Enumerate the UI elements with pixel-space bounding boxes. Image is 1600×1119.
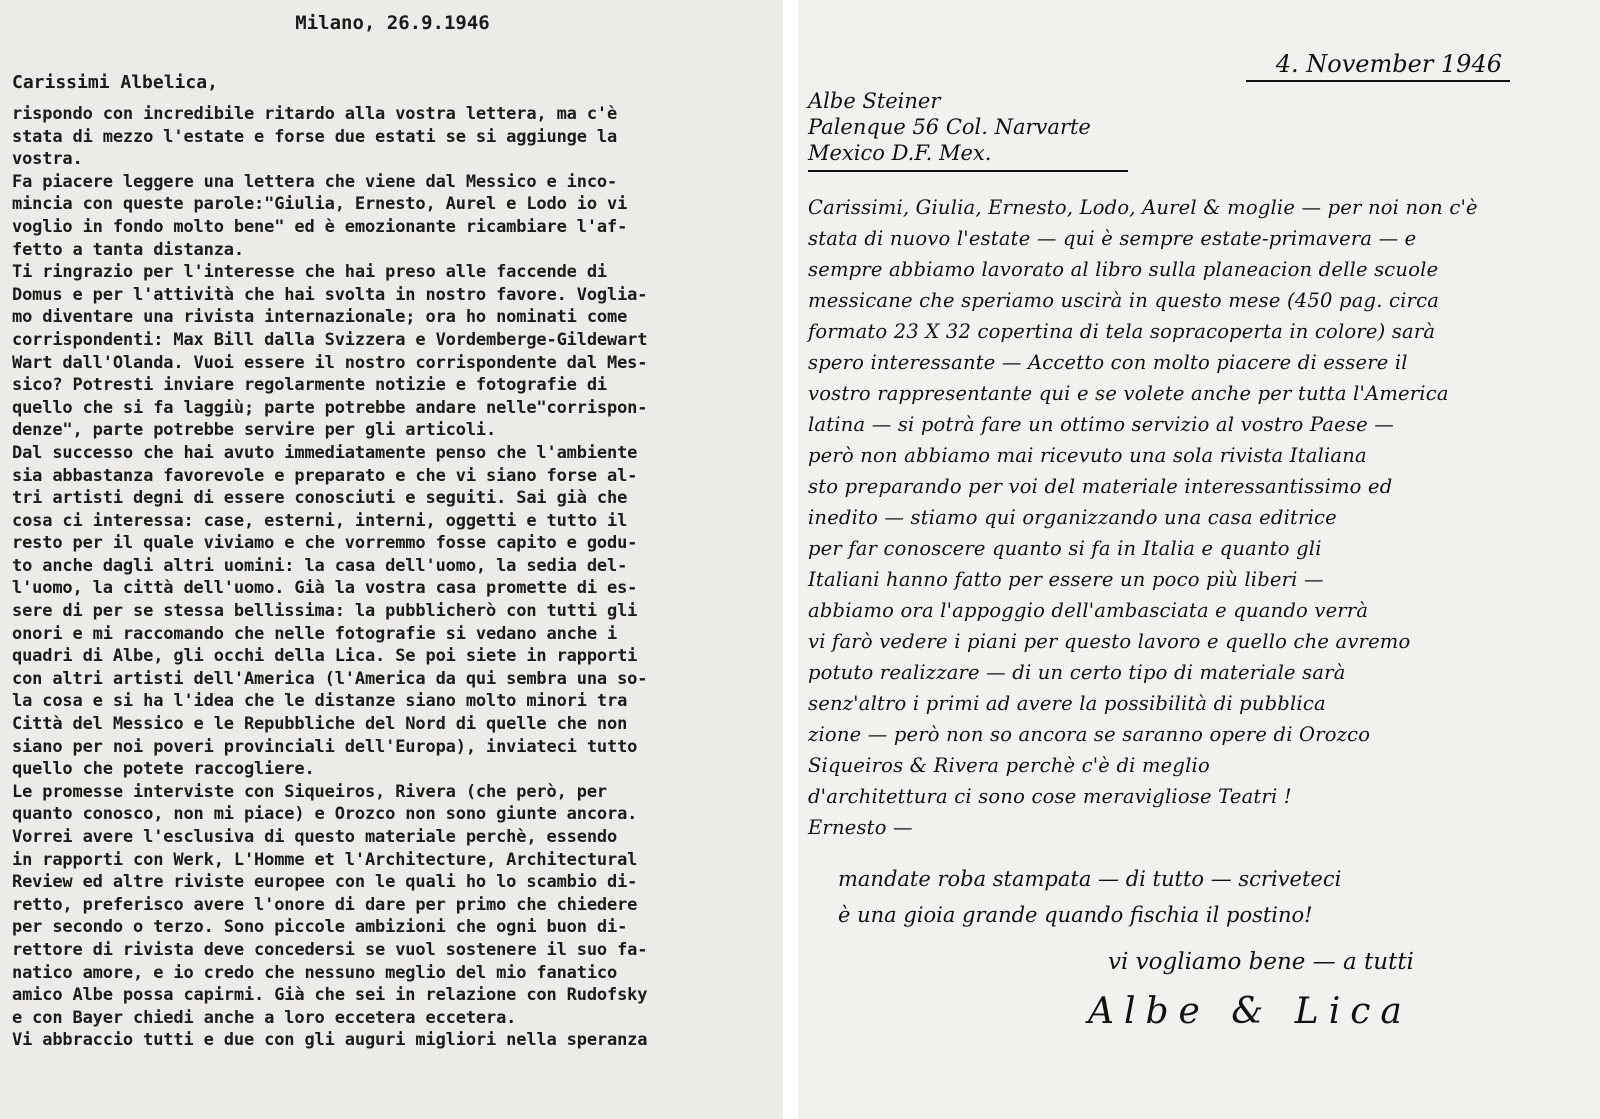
handwritten-letter-body (808, 192, 1586, 843)
typed-letter-page (0, 0, 783, 1119)
handwritten-text-line: Ernesto — (808, 816, 913, 839)
handwritten-text-line: messicane che speriamo uscirà in questo mese (450 pag. circa (808, 289, 1440, 312)
typed-text-line: natico amore, e io credo che nessuno meglio del mio fanatico (12, 962, 618, 983)
handwritten-text-line: Carissimi, Giulia, Ernesto, Lodo, Aurel & moglie — per noi non c'è (808, 196, 1478, 219)
typed-text-line: fetto a tanta distanza. (12, 239, 244, 260)
typed-text-line: Città del Messico e le Repubbliche del Nord di quelle che non (12, 714, 628, 735)
typed-text-line: onori e mi raccomando che nelle fotografie si vedano anche i (12, 623, 618, 644)
typed-text-line: quanto conosco, non mi piace) e Orozco non sono giunte ancora. (12, 804, 638, 825)
handwritten-text-line: spero interessante — Accetto con molto piacere di essere il (808, 351, 1408, 374)
handwritten-signature: Albe & Lica (1088, 991, 1412, 1032)
typed-text-line: la cosa e si ha l'idea che le distanze siano molto minori tra (12, 691, 628, 712)
typed-text-line: Ti ringrazio per l'interesse che hai preso alle faccende di (12, 262, 608, 283)
handwritten-text-line: sto preparando per voi del materiale interessantissimo ed (808, 475, 1393, 498)
handwritten-text-line: zione — però non so ancora se saranno opere di Orozco (808, 723, 1371, 746)
closing-line: è una gioia grande quando fischia il postino! (838, 903, 1313, 927)
handwritten-text-line: vostro rappresentante qui e se volete anche per tutta l'America (808, 382, 1449, 405)
handwritten-text-line: sempre abbiamo lavorato al libro sulla planeacion delle scuole (808, 258, 1439, 281)
typed-text-line: quadri di Albe, gli occhi della Lica. Se poi siete in rapporti (12, 646, 638, 667)
typed-text-line: per secondo o terzo. Sono piccole ambizioni che ogni buon di- (12, 917, 628, 938)
handwritten-regards: vi vogliamo bene — a tutti (1108, 949, 1414, 975)
sender-address (808, 88, 1128, 172)
typed-text-line: mo diventare una rivista internazionale; ora ho nominati come (12, 307, 628, 328)
typed-text-line: Vi abbraccio tutti e due con gli auguri migliori nella speranza (12, 1030, 648, 1051)
typed-text-line: voglio in fondo molto bene" ed è emozionante ricambiare l'af- (12, 216, 628, 237)
handwritten-text-line: latina — si potrà fare un ottimo servizio al vostro Paese — (808, 413, 1394, 436)
handwritten-text-line: inedito — stiamo qui organizzando una casa editrice (808, 506, 1337, 529)
typed-text-line: mincia con queste parole:"Giulia, Ernesto, Aurel e Lodo io vi (12, 194, 628, 215)
handwritten-text-line: formato 23 X 32 copertina di tela sopracoperta in colore) sarà (808, 320, 1436, 343)
typed-text-line: Domus e per l'attività che hai svolta in nostro favore. Voglia- (12, 284, 648, 305)
typed-text-line: in rapporti con Werk, L'Homme et l'Architecture, Architectural (12, 849, 638, 870)
typed-text-line: sia abbastanza favorevole e preparato e che vi siano forse al- (12, 465, 638, 486)
typed-text-line: Fa piacere leggere una lettera che viene dal Messico e inco- (12, 171, 618, 192)
typed-letter-greeting: Carissimi Albelica, (12, 72, 218, 93)
address-line: Palenque 56 Col. Narvarte (808, 115, 1091, 139)
handwritten-text-line: Siqueiros & Rivera perchè c'è di meglio (808, 754, 1210, 777)
typed-text-line: denze", parte potrebbe servire per gli articoli. (12, 420, 497, 441)
typed-text-line: quello che potete raccogliere. (12, 759, 315, 780)
typed-text-line: rettore di rivista deve concedersi se vuol sostenere il suo fa- (12, 939, 648, 960)
address-line: Albe Steiner (808, 89, 941, 113)
typed-text-line: Dal successo che hai avuto immediatamente penso che l'ambiente (12, 442, 638, 463)
typed-text-line: e con Bayer chiedi anche a loro eccetera eccetera. (12, 1007, 517, 1028)
typed-text-line: to anche dagli altri uomini: la casa dell'uomo, la sedia del- (12, 555, 628, 576)
typed-text-line: resto per il quale viviamo e che vorremmo fosse capito e godu- (12, 533, 638, 554)
typed-text-line: amico Albe possa capirmi. Già che sei in relazione con Rudofsky (12, 985, 648, 1006)
handwritten-letter-date: 4. November 1946 (1246, 50, 1510, 82)
handwritten-text-line: d'architettura ci sono cose meravigliose Teatri ! (808, 785, 1292, 808)
typed-text-line: retto, preferisco avere l'onore di dare per primo che chiedere (12, 894, 638, 915)
handwritten-text-line: vi farò vedere i piani per questo lavoro e quello che avremo (808, 630, 1411, 653)
closing-line: mandate roba stampata — di tutto — scriveteci (838, 867, 1342, 891)
typed-text-line: sere di per se stessa bellissima: la pubblicherò con tutti gli (12, 601, 638, 622)
typed-text-line: tri artisti degni di essere conosciuti e seguiti. Sai già che (12, 488, 628, 509)
typed-text-line: Review ed altre riviste europee con le quali ho lo scambio di- (12, 872, 638, 893)
typed-text-line: Wart dall'Olanda. Vuoi essere il nostro corrispondente dal Mes- (12, 352, 648, 373)
typed-text-line: corrispondenti: Max Bill dalla Svizzera e Vordemberge-Gildewart (12, 329, 648, 350)
typed-text-line: con altri artisti dell'America (l'America da qui sembra una so- (12, 668, 648, 689)
handwritten-text-line: potuto realizzare — di un certo tipo di materiale sarà (808, 661, 1346, 684)
handwritten-closing (838, 861, 1586, 933)
typed-letter-date: Milano, 26.9.1946 (295, 12, 490, 34)
typed-text-line: stata di mezzo l'estate e forse due estati se si aggiunge la (12, 126, 618, 147)
typed-text-line: cosa ci interessa: case, esterni, interni, oggetti e tutto il (12, 510, 628, 531)
typed-text-line: rispondo con incredibile ritardo alla vostra lettera, ma c'è (12, 104, 618, 124)
handwritten-text-line: abbiamo ora l'appoggio dell'ambasciata e quando verrà (808, 599, 1369, 622)
typed-text-line: vostra. (12, 149, 83, 170)
handwritten-text-line: senz'altro i primi ad avere la possibilità di pubblica (808, 692, 1326, 715)
handwritten-text-line: stata di nuovo l'estate — qui è sempre estate-primavera — e (808, 227, 1417, 250)
address-line: Mexico D.F. Mex. (808, 141, 992, 165)
typed-text-line: Vorrei avere l'esclusiva di questo materiale perchè, essendo (12, 827, 618, 847)
typed-text-line: quello che si fa laggiù; parte potrebbe andare nelle"corrispon- (12, 397, 648, 418)
handwritten-text-line: Italiani hanno fatto per essere un poco più liberi — (808, 568, 1324, 591)
handwritten-text-line: per far conoscere quanto si fa in Italia e quanto gli (808, 537, 1322, 560)
typed-letter-body (12, 103, 773, 1052)
handwritten-text-line: però non abbiamo mai ricevuto una sola rivista Italiana (808, 444, 1367, 467)
typed-text-line: siano per noi poveri provinciali dell'Europa), inviateci tutto (12, 736, 638, 757)
typed-text-line: Le promesse interviste con Siqueiros, Rivera (che però, per (12, 781, 608, 802)
typed-text-line: sico? Potresti inviare regolarmente notizie e fotografie di (12, 375, 608, 396)
typed-text-line: l'uomo, la città dell'uomo. Già la vostra casa promette di es- (12, 578, 638, 599)
handwritten-letter-page (798, 0, 1600, 1119)
